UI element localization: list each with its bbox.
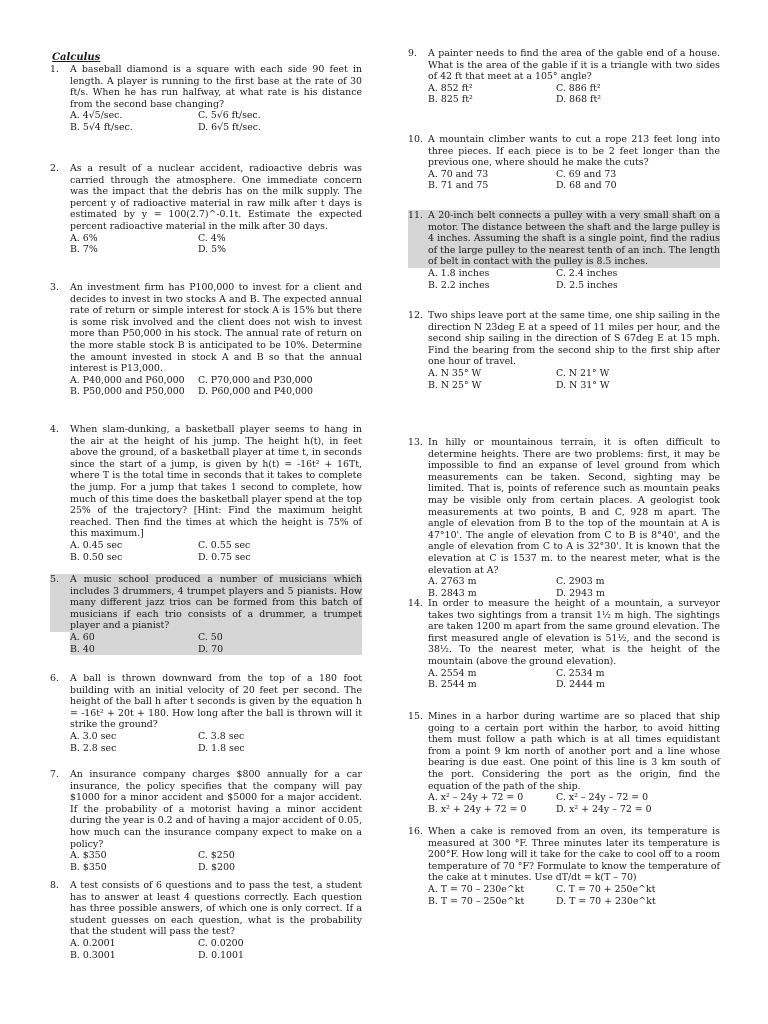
question-text: A mountain climber wants to cut a rope 213 feet long into three pieces. If each piece is to be 2 feet longer than the previous one, where should he make the cuts? bbox=[428, 134, 720, 169]
choice-a[interactable]: A. 60 bbox=[70, 631, 95, 643]
choice-a[interactable]: A. 2554 m bbox=[428, 667, 477, 679]
choice-a[interactable]: A. 2763 m bbox=[428, 576, 477, 588]
question-number: 10. bbox=[408, 134, 423, 145]
question-text: An insurance company charges $800 annually for a car insurance, the policy specifies that the company will pay $1000 for a minor accident and $5000 for a major accident. If the probability of a motorist having a minor accident during the year is 0.2 and of having a major accident of 0.05, how much can the insurance company expect to make on a policy? bbox=[70, 769, 362, 850]
question-6 bbox=[50, 673, 362, 754]
choice-c[interactable]: C. 0.0200 bbox=[198, 937, 244, 949]
choice-c[interactable]: C. 4% bbox=[198, 232, 226, 244]
question-number: 3. bbox=[50, 282, 59, 293]
choice-a[interactable]: A. 70 and 73 bbox=[428, 168, 489, 180]
choice-c[interactable]: C. P70,000 and P30,000 bbox=[198, 374, 313, 386]
question-1 bbox=[50, 64, 362, 134]
choice-d[interactable]: D. 2943 m bbox=[556, 587, 605, 599]
choice-d[interactable]: D. 70 bbox=[198, 643, 224, 655]
choice-b[interactable]: B. 7% bbox=[70, 244, 98, 256]
choice-d[interactable]: D. P60,000 and P40,000 bbox=[198, 386, 313, 398]
question-10 bbox=[408, 134, 720, 192]
choice-d[interactable]: D. 6√5 ft/sec. bbox=[198, 121, 262, 133]
choice-b[interactable]: B. 0.3001 bbox=[70, 949, 116, 961]
page-heading: Calculus bbox=[52, 52, 101, 63]
question-number: 15. bbox=[408, 711, 423, 722]
choice-a[interactable]: A. 0.45 sec bbox=[70, 539, 123, 551]
question-12 bbox=[408, 310, 720, 391]
choice-a[interactable]: A. 4√5/sec. bbox=[70, 110, 123, 122]
question-number: 16. bbox=[408, 826, 423, 837]
question-number: 2. bbox=[50, 163, 59, 174]
choice-a[interactable]: A. x² – 24y + 72 = 0 bbox=[428, 792, 524, 804]
question-number: 6. bbox=[50, 673, 59, 684]
question-text: An investment firm has P100,000 to invest for a client and decides to invest in two stocks A and B. The expected annual rate of return or simple interest for stock A is 15% but there is some risk involved and the client does not wish to invest more than P50,000 in his stock. The annual rate of return on the more stable stock B is anticipated to be 10%. Determine the amount invested in stock A and B so that the annual interest is P13,000. bbox=[70, 282, 362, 375]
choice-d[interactable]: D. T = 70 + 230e^kt bbox=[556, 895, 656, 907]
choice-d[interactable]: D. N 31° W bbox=[556, 379, 610, 391]
choice-a[interactable]: A. 852 ft² bbox=[428, 82, 473, 94]
question-number: 7. bbox=[50, 769, 59, 780]
choice-c[interactable]: C. 886 ft² bbox=[556, 82, 601, 94]
question-3 bbox=[50, 282, 362, 398]
choice-c[interactable]: C. $250 bbox=[198, 850, 235, 862]
choice-b[interactable]: B. x² + 24y + 72 = 0 bbox=[428, 803, 527, 815]
question-number: 5. bbox=[50, 574, 59, 585]
choice-d[interactable]: D. 5% bbox=[198, 244, 227, 256]
question-text: A test consists of 6 questions and to pass the test, a student has to answer at least 4 questions correctly. Each question has three possible answers, of which one is only correct. If a student guesses on each question, what is the probability that the student will pass the test? bbox=[70, 880, 362, 938]
question-9 bbox=[408, 48, 720, 106]
question-text: When slam-dunking, a basketball player seems to hang in the air at the height of his jump. The height h(t), in feet above the ground, of a basketball player at time t, in seconds since the start of a jump, is given by h(t) = -16t² + 16Tt, where T is the total time in seconds that it takes to complete the jump. For a jump that takes 1 second to complete, how much of this time does the basketball player spend at the top 25% of the trajectory? [Hint: Find the maximum height reached. Then find the times at which the height is 75% of this maximum.] bbox=[70, 424, 362, 540]
choice-b[interactable]: B. 0.50 sec bbox=[70, 551, 123, 563]
choice-b[interactable]: B. P50,000 and P50,000 bbox=[70, 386, 185, 398]
question-number: 4. bbox=[50, 424, 59, 435]
question-11 bbox=[408, 210, 720, 291]
choice-c[interactable]: C. N 21° W bbox=[556, 367, 610, 379]
choice-c[interactable]: C. 2534 m bbox=[556, 667, 605, 679]
choice-a[interactable]: A. 1.8 inches bbox=[428, 267, 490, 279]
choice-d[interactable]: D. 68 and 70 bbox=[556, 180, 617, 192]
choice-d[interactable]: D. 1.8 sec bbox=[198, 742, 245, 754]
question-number: 14. bbox=[408, 598, 423, 609]
question-14 bbox=[408, 598, 720, 691]
choice-c[interactable]: C. 5√6 ft/sec. bbox=[198, 110, 261, 122]
choice-d[interactable]: D. 2.5 inches bbox=[556, 279, 618, 291]
question-text: A baseball diamond is a square with each side 90 feet in length. A player is running to the first base at the rate of 30 ft/s. When he has run halfway, at what rate is his distance from the second base changing? bbox=[70, 64, 362, 110]
question-text: As a result of a nuclear accident, radioactive debris was carried through the atmosphere. One immediate concern was the impact that the debris has on the milk supply. The percent y of radioactive material in raw milk after t days is estimated by y = 100(2.7)^-0.1t. Estimate the expected percent radioactive material in the milk after 30 days. bbox=[70, 163, 362, 232]
question-number: 1. bbox=[50, 64, 59, 75]
question-number: 13. bbox=[408, 437, 423, 448]
question-text: A ball is thrown downward from the top of a 180 foot building with an initial velocity of 20 feet per second. The height of the ball h after t seconds is given by the equation h = -16t² + 20t + 180. How long after the ball is thrown will it strike the ground? bbox=[70, 673, 362, 731]
choice-d[interactable]: D. x² + 24y – 72 = 0 bbox=[556, 803, 652, 815]
question-16 bbox=[408, 826, 720, 907]
choice-d[interactable]: D. $200 bbox=[198, 861, 236, 873]
choice-d[interactable]: D. 0.1001 bbox=[198, 949, 244, 961]
choice-b[interactable]: B. 2544 m bbox=[428, 679, 477, 691]
choice-a[interactable]: A. N 35° W bbox=[428, 367, 482, 379]
choice-a[interactable]: A. 3.0 sec bbox=[70, 730, 117, 742]
question-text: Mines in a harbor during wartime are so placed that ship going to a certain port within the harbor, to avoid hitting them must follow a path which is at all times equidistant from a point 9 km north of another port and a line whose bearing is due east. One point of this line is 3 km south of the port. Considering the port as the origin, find the equation of the path of the ship. bbox=[428, 711, 720, 792]
choice-b[interactable]: B. 2.8 sec bbox=[70, 742, 117, 754]
choice-c[interactable]: C. 2903 m bbox=[556, 576, 605, 588]
choice-b[interactable]: B. T = 70 – 250e^kt bbox=[428, 895, 525, 907]
question-5 bbox=[50, 574, 362, 655]
question-text: A 20-inch belt connects a pulley with a very small shaft on a motor. The distance between the shaft and the large pulley is 4 inches. Assuming the shaft is a single point, find the radius of the large pulley to the nearest tenth of an inch. The length of belt in contact with the pulley is 8.5 inches. bbox=[428, 210, 720, 268]
question-7 bbox=[50, 769, 362, 873]
question-4 bbox=[50, 424, 362, 563]
question-number: 11. bbox=[408, 210, 423, 221]
question-text: In order to measure the height of a mountain, a surveyor takes two sightings from a transit 1½ m high. The sightings are taken 1200 m apart from the same ground elevation. The first measured angle of elevation is 51½, and the second is 38½. To the nearest meter, what is the height of the mountain (above the ground elevation). bbox=[428, 598, 720, 667]
question-2 bbox=[50, 163, 362, 256]
choice-c[interactable]: C. 3.8 sec bbox=[198, 730, 245, 742]
question-text: A painter needs to find the area of the gable end of a house. What is the area of the gable if it is a triangle with two sides of 42 ft that meet at a 105° angle? bbox=[428, 48, 720, 83]
question-number: 9. bbox=[408, 48, 417, 59]
question-text: When a cake is removed from an oven, its temperature is measured at 300 °F. Three minutes later its temperature is 200°F. How long will it take for the cake to cool off to a room temperature of 70 °F? Formulate to know the temperature of the cake at t minutes. Use dT/dt = k(T – 70) bbox=[428, 826, 720, 884]
question-text: Two ships leave port at the same time, one ship sailing in the direction N 23deg E at a speed of 11 miles per hour, and the second ship sailing in the direction of S 67deg E at 15 mph. Find the bearing from the second ship to the first ship after one hour of travel. bbox=[428, 310, 720, 368]
choice-b[interactable]: B. N 25° W bbox=[428, 379, 482, 391]
choice-c[interactable]: C. T = 70 + 250e^kt bbox=[556, 883, 656, 895]
question-text: A music school produced a number of musicians which includes 3 drummers, 4 trumpet players and 5 pianists. How many different jazz trios can be formed from this batch of musicians if each trio consists of a drummer, a trumpet player and a pianist? bbox=[70, 574, 362, 632]
choice-a[interactable]: A. 0.2001 bbox=[70, 937, 116, 949]
question-number: 8. bbox=[50, 880, 59, 891]
choice-a[interactable]: A. P40,000 and P60,000 bbox=[70, 374, 185, 386]
choice-a[interactable]: A. T = 70 – 230e^kt bbox=[428, 883, 525, 895]
choice-b[interactable]: B. $350 bbox=[70, 861, 107, 873]
choice-a[interactable]: A. 6% bbox=[70, 232, 98, 244]
choice-c[interactable]: C. x² – 24y – 72 = 0 bbox=[556, 792, 649, 804]
choice-b[interactable]: B. 2.2 inches bbox=[428, 279, 490, 291]
choice-a[interactable]: A. $350 bbox=[70, 850, 107, 862]
choice-b[interactable]: B. 2843 m bbox=[428, 587, 477, 599]
choice-c[interactable]: C. 0.55 sec bbox=[198, 539, 251, 551]
choice-b[interactable]: B. 5√4 ft/sec. bbox=[70, 121, 133, 133]
choice-c[interactable]: C. 2.4 inches bbox=[556, 267, 618, 279]
question-text: In hilly or mountainous terrain, it is often difficult to determine heights. There are two problems: first, it may be impossible to find an expanse of level ground from which measurements can be taken. Second, sighting may be limited. That is, points of reference such as mountain peaks may be visible only from certain places. A geologist took measurements at two points, B and C, 928 m apart. The angle of elevation from B to the top of the mountain at A is 47°10'. The angle of elevation from C to B is 8°40', and the angle of elevation from C to A is 32°30'. It is known that the elevation at C is 1537 m. to the nearest meter, what is the elevation at A? bbox=[428, 437, 720, 576]
choice-b[interactable]: B. 71 and 75 bbox=[428, 180, 489, 192]
choice-b[interactable]: B. 40 bbox=[70, 643, 95, 655]
question-13 bbox=[408, 437, 720, 599]
choice-c[interactable]: C. 50 bbox=[198, 631, 223, 643]
question-15 bbox=[408, 711, 720, 815]
question-8 bbox=[50, 880, 362, 961]
choice-d[interactable]: D. 868 ft² bbox=[556, 94, 602, 106]
choice-d[interactable]: D. 0.75 sec bbox=[198, 551, 251, 563]
choice-d[interactable]: D. 2444 m bbox=[556, 679, 605, 691]
question-number: 12. bbox=[408, 310, 423, 321]
choice-c[interactable]: C. 69 and 73 bbox=[556, 168, 617, 180]
choice-b[interactable]: B. 825 ft² bbox=[428, 94, 473, 106]
